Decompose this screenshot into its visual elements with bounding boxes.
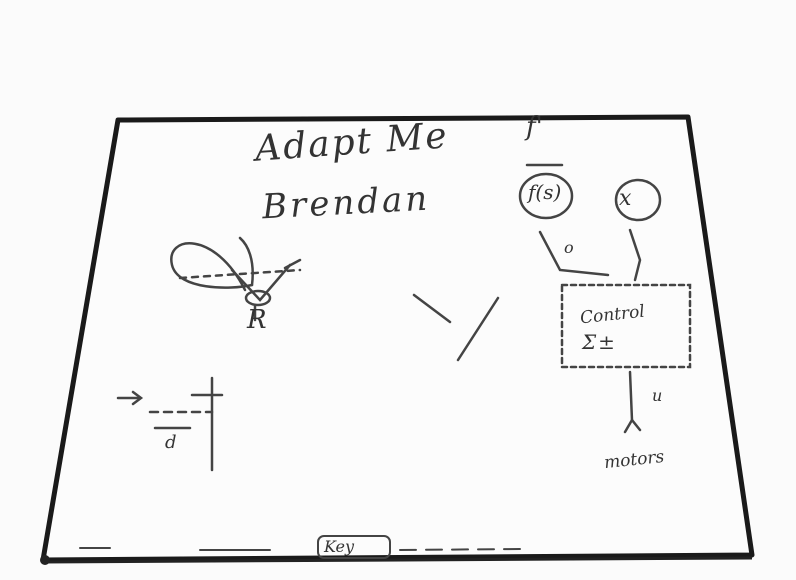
bottom-box-label: Key — [324, 537, 355, 556]
feedback-paren-label: f(s) — [528, 180, 562, 204]
robot-r-label: R — [247, 305, 267, 335]
title-line-1: Adapt Me — [253, 115, 450, 170]
output-u-label: u — [652, 386, 663, 405]
setpoint-label: x — [619, 186, 632, 211]
title-line-2: Brendan — [261, 178, 432, 228]
offset-d-label: d — [165, 432, 177, 453]
link-small-label: o — [564, 238, 574, 257]
controller-label: Control — [579, 301, 646, 329]
controller-sigma-label: Σ± — [582, 330, 617, 354]
tray-marker — [40, 555, 50, 565]
motors-label: motors — [603, 446, 666, 474]
feedback-top-label: f' — [526, 112, 543, 142]
